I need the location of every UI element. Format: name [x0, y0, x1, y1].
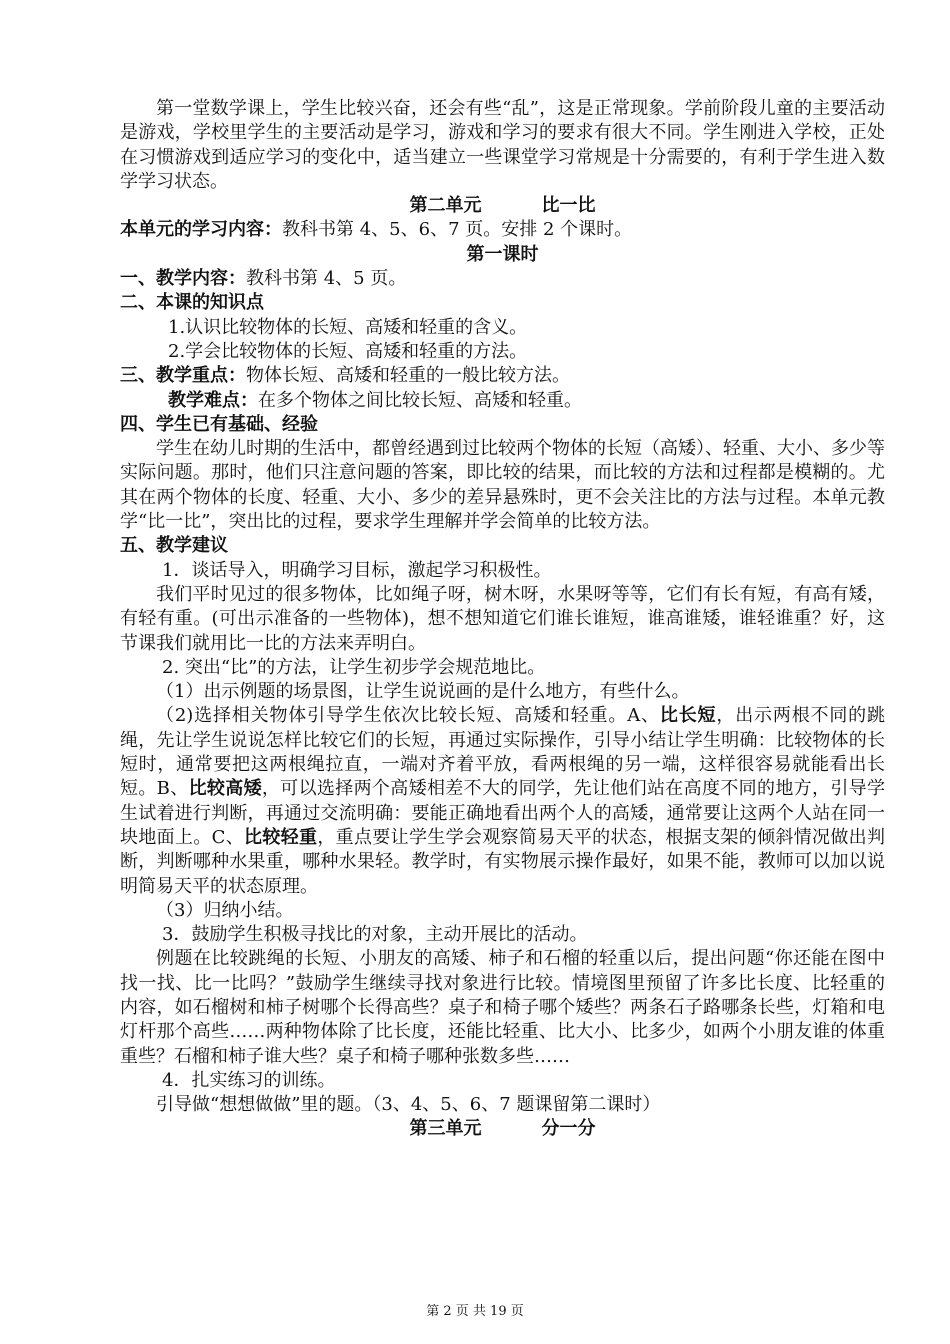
unit2-title-left: 第二单元 [409, 195, 482, 217]
step2-keyword-weight: 比较轻重 [244, 826, 318, 848]
section1-label: 一、教学内容： [120, 268, 246, 290]
intro-paragraph: 第一堂数学课上，学生比较兴奋，还会有些“乱”，这是正常现象。学前阶段儿童的主要活动是游戏，学校里学生的主要活动是学习，游戏和学习的要求有很大不同。学生刚进入学校，正处在习惯游戏到适应学习的变化中，适当建立一些课堂学习常规是十分需要的，有利于学生进入数学学习状态。 [120, 98, 885, 192]
unit3-title [120, 1117, 885, 1141]
section4-label: 四、学生已有基础、经验 [120, 413, 318, 435]
unit2-content [120, 218, 885, 242]
step1-text: 我们平时见过的很多物体，比如绳子呀，树木呀，水果呀等等，它们有长有短，有高有矮，有轻有重。(可出示准备的一些物体)，想不想知道它们谁长谁短，谁高谁矮，谁轻谁重？好，这节课我们就用比一比的方法来弄明白。 [120, 583, 885, 654]
step2-keyword-length: 比长短 [659, 705, 717, 727]
section3-text: 物体长短、高矮和轻重的一般比较方法。 [246, 365, 570, 387]
step4-text: 引导做“想想做做”里的题。（3、4、5、6、7 题课留第二课时） [156, 1094, 661, 1116]
page-number-footer: 第 2 页 共 19 页 [426, 1304, 524, 1319]
step2-sub2-c: ，出示两根不同的跳绳，先让学生说说怎样比较它们的长短，再通过实际操作，引导小结让学生明确：比较物体的长短时，通常要把这两根绳拉直，一端对齐着平放，看两根绳的另一端，这样很容易就能看出长短。B、 [120, 705, 886, 800]
section4-text: 学生在幼儿时期的生活中，都曾经遇到过比较两个物体的长短（高矮）、轻重、大小、多少等实际问题。那时，他们只注意问题的答案，即比较的结果，而比较的方法和过程都是模糊的。尤其在两个物体的长度、轻重、大小、多少的差异悬殊时，更不会关注比的方法与过程。本单元教学“比一比”，突出比的过程，要求学生理解并学会简单的比较方法。 [120, 438, 885, 533]
section1 [120, 267, 885, 291]
step3-text: 例题在比较跳绳的长短、小朋友的高矮、柿子和石榴的轻重以后，提出问题“你还能在图中找一找、比一比吗？”鼓励学生继续寻找对象进行比较。情境图里预留了许多比长度、比轻重的内容，如石榴树和柿子树哪个长得高些？桌子和椅子哪个矮些？两条石子路哪条长些，灯箱和电灯杆那个高些……两种物体除了比长度，还能比轻重、比大小、比多少，如两个小朋友谁的体重重些？石榴和柿子谁大些？桌子和椅子哪种张数多些…… [120, 948, 885, 1067]
section3-difficulty [120, 389, 885, 413]
step3-heading: 3．鼓励学生积极寻找比的对象，主动开展比的活动。 [162, 924, 588, 946]
step2-heading: 2. 突出“比”的方法，让学生初步学会规范地比。 [162, 656, 546, 678]
unit3-title-left: 第三单元 [409, 1118, 482, 1140]
step2-sub2 [120, 704, 885, 898]
section2-label: 二、本课的知识点 [120, 292, 264, 314]
step4-heading: 4．扎实练习的训练。 [162, 1069, 336, 1091]
step2-sub2-a: （2)选择相关物体引导学生依次比较长短、高矮和轻重。A、 [156, 705, 660, 727]
step2-sub1: （1）出示例题的场景图，让学生说说画的是什么地方，有些什么。 [156, 681, 690, 703]
section5-label: 五、教学建议 [120, 535, 228, 557]
step2-keyword-height: 比较高矮 [188, 778, 262, 800]
step2-sub3: （3）归纳小结。 [156, 899, 294, 921]
step2-sub2-e: ，重点要让学生学会观察简易天平的状态，根据支架的倾斜情况做出判断，判断哪种水果重，哪种水果轻。教学时，有实物展示操作最好，如果不能，教师可以加以说明简易天平的状态原理。 [120, 826, 885, 897]
section3 [120, 364, 885, 388]
section1-text: 教科书第 4、5 页。 [246, 268, 407, 290]
difficulty-label: 教学难点： [168, 389, 258, 411]
unit3-title-right: 分一分 [541, 1118, 596, 1140]
section2-item-2: 2.学会比较物体的长短、高矮和轻重的方法。 [168, 340, 528, 362]
step1-heading: 1．谈话导入，明确学习目标，激起学习积极性。 [162, 559, 552, 581]
difficulty-text: 在多个物体之间比较长短、高矮和轻重。 [258, 389, 582, 411]
section3-label: 三、教学重点： [120, 365, 246, 387]
unit2-content-label: 本单元的学习内容： [120, 219, 282, 241]
unit2-content-text: 教科书第 4、5、6、7 页。安排 2 个课时。 [282, 219, 633, 241]
unit2-title [120, 194, 885, 218]
page-content [120, 97, 885, 1142]
lesson-title: 第一课时 [466, 243, 539, 265]
unit2-title-right: 比一比 [541, 195, 596, 217]
section2-item-1: 1.认识比较物体的长短、高矮和轻重的含义。 [168, 316, 528, 338]
step2-sub2-d: ，可以选择两个高矮相差不大的同学，先让他们站在高度不同的地方，引导学生试着进行判断，再通过交流明确：要能正确地看出两个人的高矮，通常要让这两个人站在同一块地面上。C、 [120, 778, 885, 848]
